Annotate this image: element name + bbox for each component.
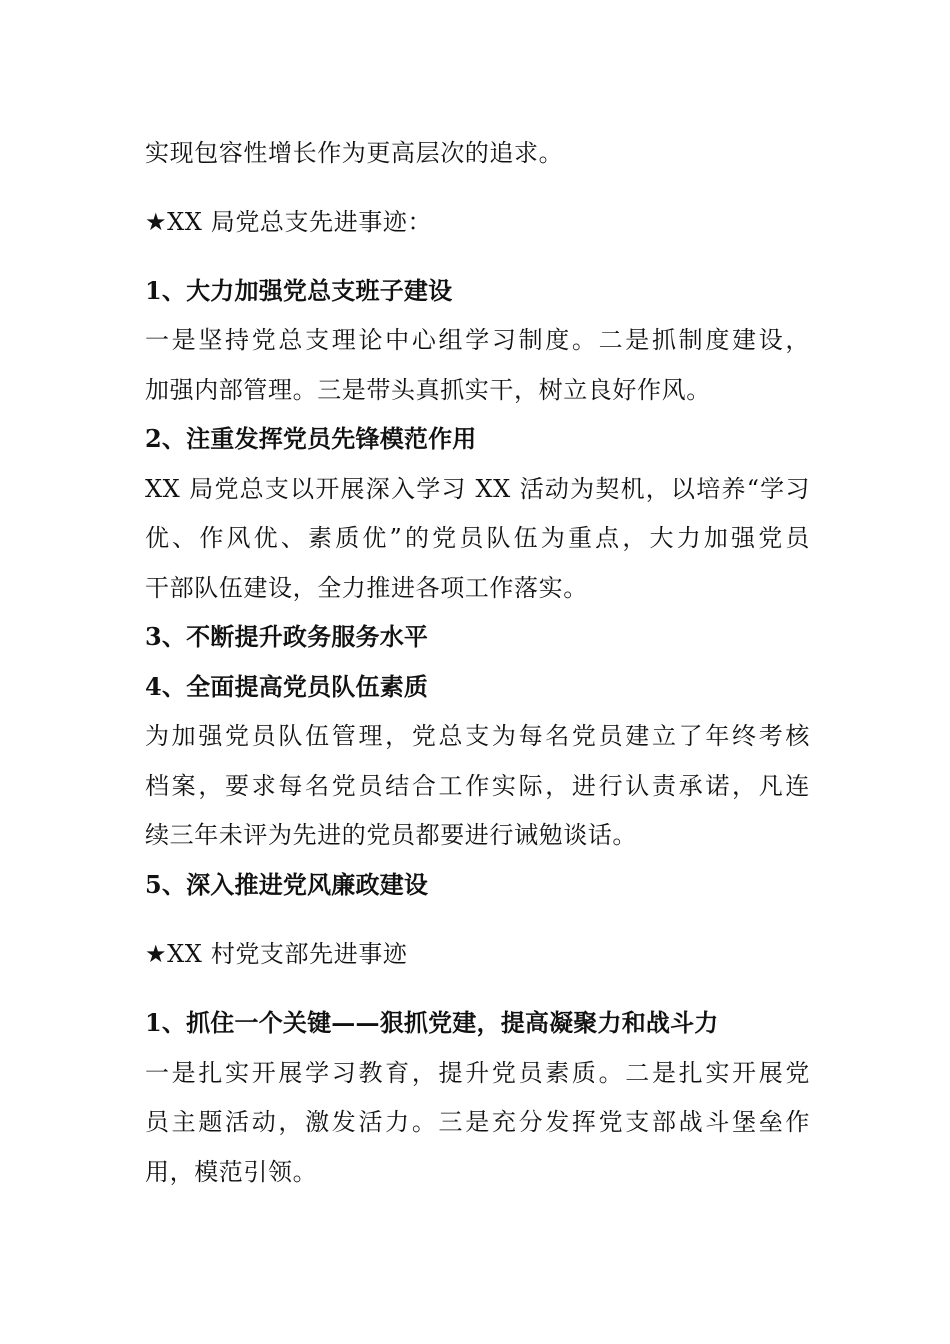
paragraph-line: 优、作风优、素质优”的党员队伍为重点，大力加强党员 [145,524,810,552]
section-heading-village: ★XX 村党支部先进事迹 [145,940,408,968]
paragraph-line: 一是坚持党总支理论中心组学习制度。二是抓制度建设， [145,326,810,354]
paragraph-line: 实现包容性增长作为更高层次的追求。 [145,139,564,167]
paragraph-line: 员主题活动，激发活力。三是充分发挥党支部战斗堡垒作 [145,1108,810,1136]
item-heading: 4、全面提高党员队伍素质 [145,672,429,701]
section-heading-bureau: ★XX 局党总支先进事迹： [145,208,433,236]
paragraph-line: XX 局党总支以开展深入学习 XX 活动为契机，以培养“学习 [145,475,810,503]
item-heading: 1、抓住一个关键——狠抓党建，提高凝聚力和战斗力 [145,1008,719,1037]
paragraph-line: 干部队伍建设，全力推进各项工作落实。 [145,574,588,602]
paragraph-line: 续三年未评为先进的党员都要进行诫勉谈话。 [145,821,637,849]
item-heading: 3、不断提升政务服务水平 [145,622,429,651]
item-heading: 2、注重发挥党员先锋模范作用 [145,424,477,453]
item-heading: 5、深入推进党风廉政建设 [145,870,429,899]
paragraph-line: 档案，要求每名党员结合工作实际，进行认责承诺，凡连 [145,772,810,800]
paragraph-line: 用，模范引领。 [145,1158,318,1186]
item-heading: 1、大力加强党总支班子建设 [145,276,453,305]
paragraph-line: 为加强党员队伍管理，党总支为每名党员建立了年终考核 [145,722,810,750]
paragraph-line: 一是扎实开展学习教育，提升党员素质。二是扎实开展党 [145,1059,810,1087]
paragraph-line: 加强内部管理。三是带头真抓实干，树立良好作风。 [145,376,711,404]
